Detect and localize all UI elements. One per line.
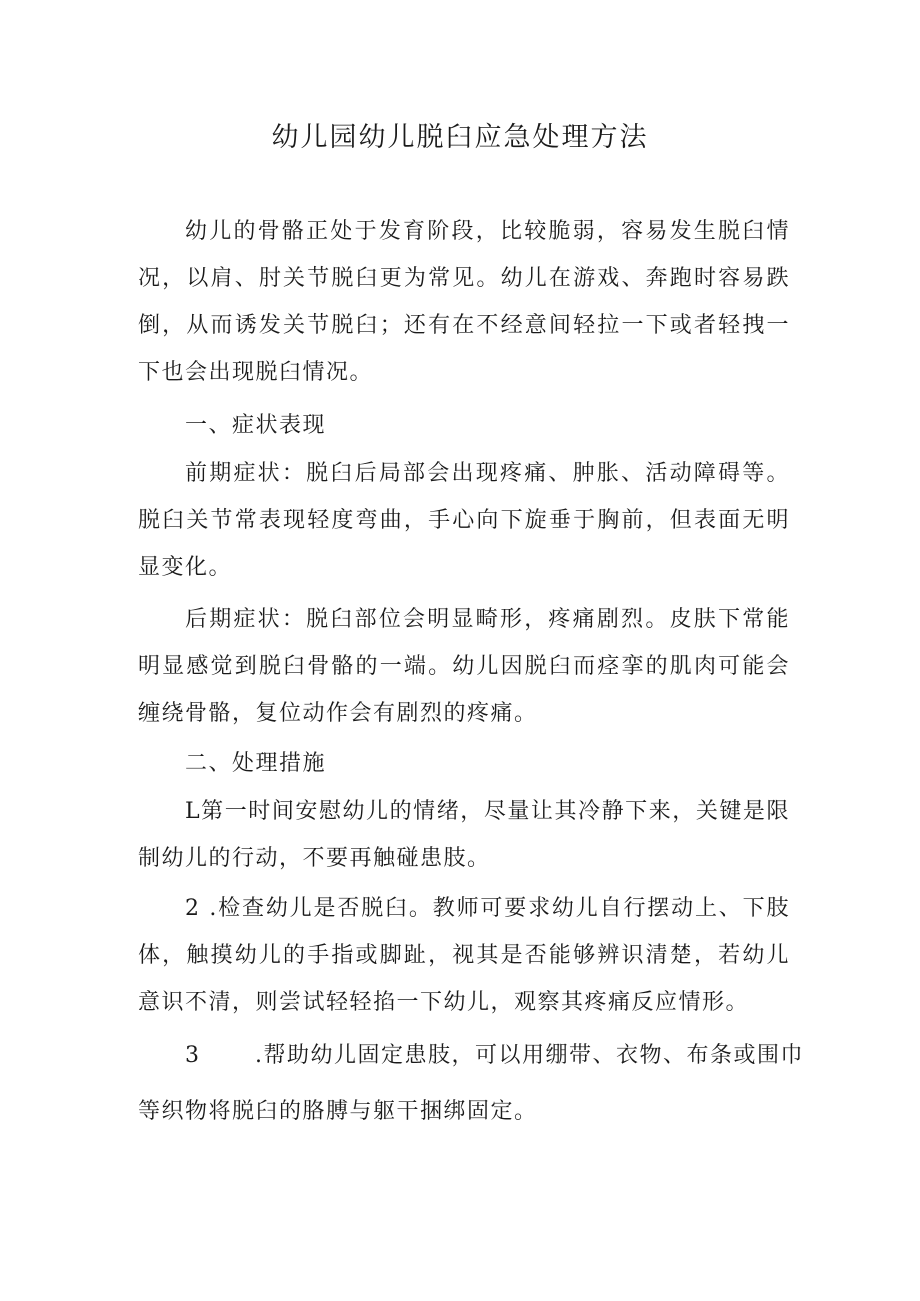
step-3-first-line (185, 1032, 804, 1079)
intro-paragraph: 幼儿的骨骼正处于发育阶段，比较脆弱，容易发生脱臼情况，以肩、肘关节脱臼更为常见。幼儿在游戏、奔跑时容易跌倒，从而诱发关节脱臼；还有在不经意间轻拉一下或者轻拽一下也会出现脱臼情况。 (138, 219, 790, 385)
document-title: 幼儿园幼儿脱臼应急处理方法 (271, 122, 649, 153)
step-2-paragraph: 2 .检查幼儿是否脱臼。教师可要求幼儿自行摆动上、下肢体，触摸幼儿的手指或脚趾，视其是否能够辨识清楚，若幼儿意识不清，则尝试轻轻掐一下幼儿，观察其疼痛反应情形。 (138, 896, 790, 1015)
section-heading-symptoms: 一、症状表现 (185, 413, 327, 438)
early-symptoms-paragraph: 前期症状：脱臼后局部会出现疼痛、肿胀、活动障碍等。脱臼关节常表现轻度弯曲，手心向下旋垂于胸前，但表面无明显变化。 (138, 461, 790, 580)
step-3-text: .帮助幼儿固定患肢，可以用绷带、衣物、布条或围巾 (255, 1043, 804, 1068)
step-3-number: 3 (185, 1043, 201, 1068)
step-3-second-line: 等织物将脱臼的胳膊与躯干捆绑固定。 (138, 1099, 538, 1124)
section-heading-measures: 二、处理措施 (185, 751, 327, 776)
late-symptoms-paragraph: 后期症状：脱臼部位会明显畸形，疼痛剧烈。皮肤下常能明显感觉到脱臼骨骼的一端。幼儿因脱臼而痉挛的肌肉可能会缠绕骨骼，复位动作会有剧烈的疼痛。 (138, 607, 790, 726)
step-1-paragraph: L第一时间安慰幼儿的情绪，尽量让其冷静下来，关键是限制幼儿的行动，不要再触碰患肢。 (138, 799, 790, 871)
